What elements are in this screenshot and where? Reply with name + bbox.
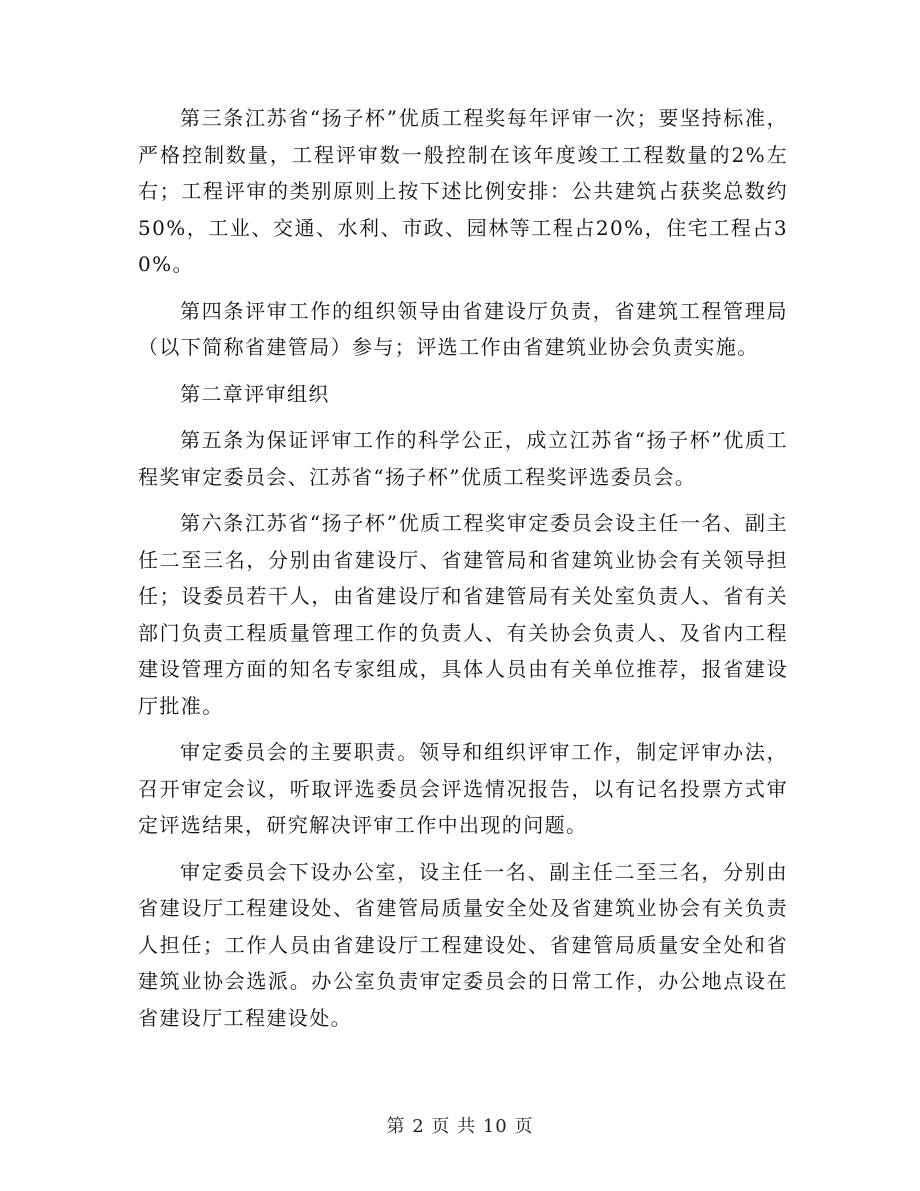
article-6-paragraph: 第六条江苏省“扬子杯”优质工程奖审定委员会设主任一名、副主任二至三名，分别由省建设厅、省建管局和省建筑业协会有关领导担任；设委员若干人，由省建设厅和省建管局有关处室负责人、省有关部门负责工程质量管理工作的负责人、有关协会负责人、及省内工程建设管理方面的知名专家组成，具体人员由有关单位推荐，报省建设厅批准。 <box>138 511 788 718</box>
chapter-2-heading: 第二章评审组织 <box>180 381 330 406</box>
committee-office-paragraph: 审定委员会下设办公室，设主任一名、副主任二至三名，分别由省建设厅工程建设处、省建管局质量安全处及省建筑业协会有关负责人担任；工作人员由省建设厅工程建设处、省建管局质量安全处和省建筑业协会选派。办公室负责审定委员会的日常工作，办公地点设在省建设厅工程建设处。 <box>138 859 788 1030</box>
article-5-paragraph: 第五条为保证评审工作的科学公正，成立江苏省“扬子杯”优质工程奖审定委员会、江苏省“扬子杯”优质工程奖评选委员会。 <box>138 428 788 489</box>
page-footer <box>0 1112 920 1138</box>
article-4-paragraph: 第四条评审工作的组织领导由省建设厅负责，省建筑工程管理局（以下简称省建管局）参与；评选工作由省建筑业协会负责实施。 <box>138 298 788 359</box>
committee-duties-paragraph: 审定委员会的主要职责。领导和组织评审工作，制定评审办法，召开审定会议，听取评选委员会评选情况报告，以有记名投票方式审定评选结果，研究解决评审工作中出现的问题。 <box>138 740 788 837</box>
page-number: 第 2 页 共 10 页 <box>386 1116 534 1137</box>
article-3-paragraph: 第三条江苏省“扬子杯”优质工程奖每年评审一次；要坚持标准，严格控制数量，工程评审数一般控制在该年度竣工工程数量的2%左右；工程评审的类别原则上按下述比例安排：公共建筑占获奖总数约50%，工业、交通、水利、市政、园林等工程占20%，住宅工程占30%。 <box>138 106 788 276</box>
document-body <box>138 100 788 1046</box>
